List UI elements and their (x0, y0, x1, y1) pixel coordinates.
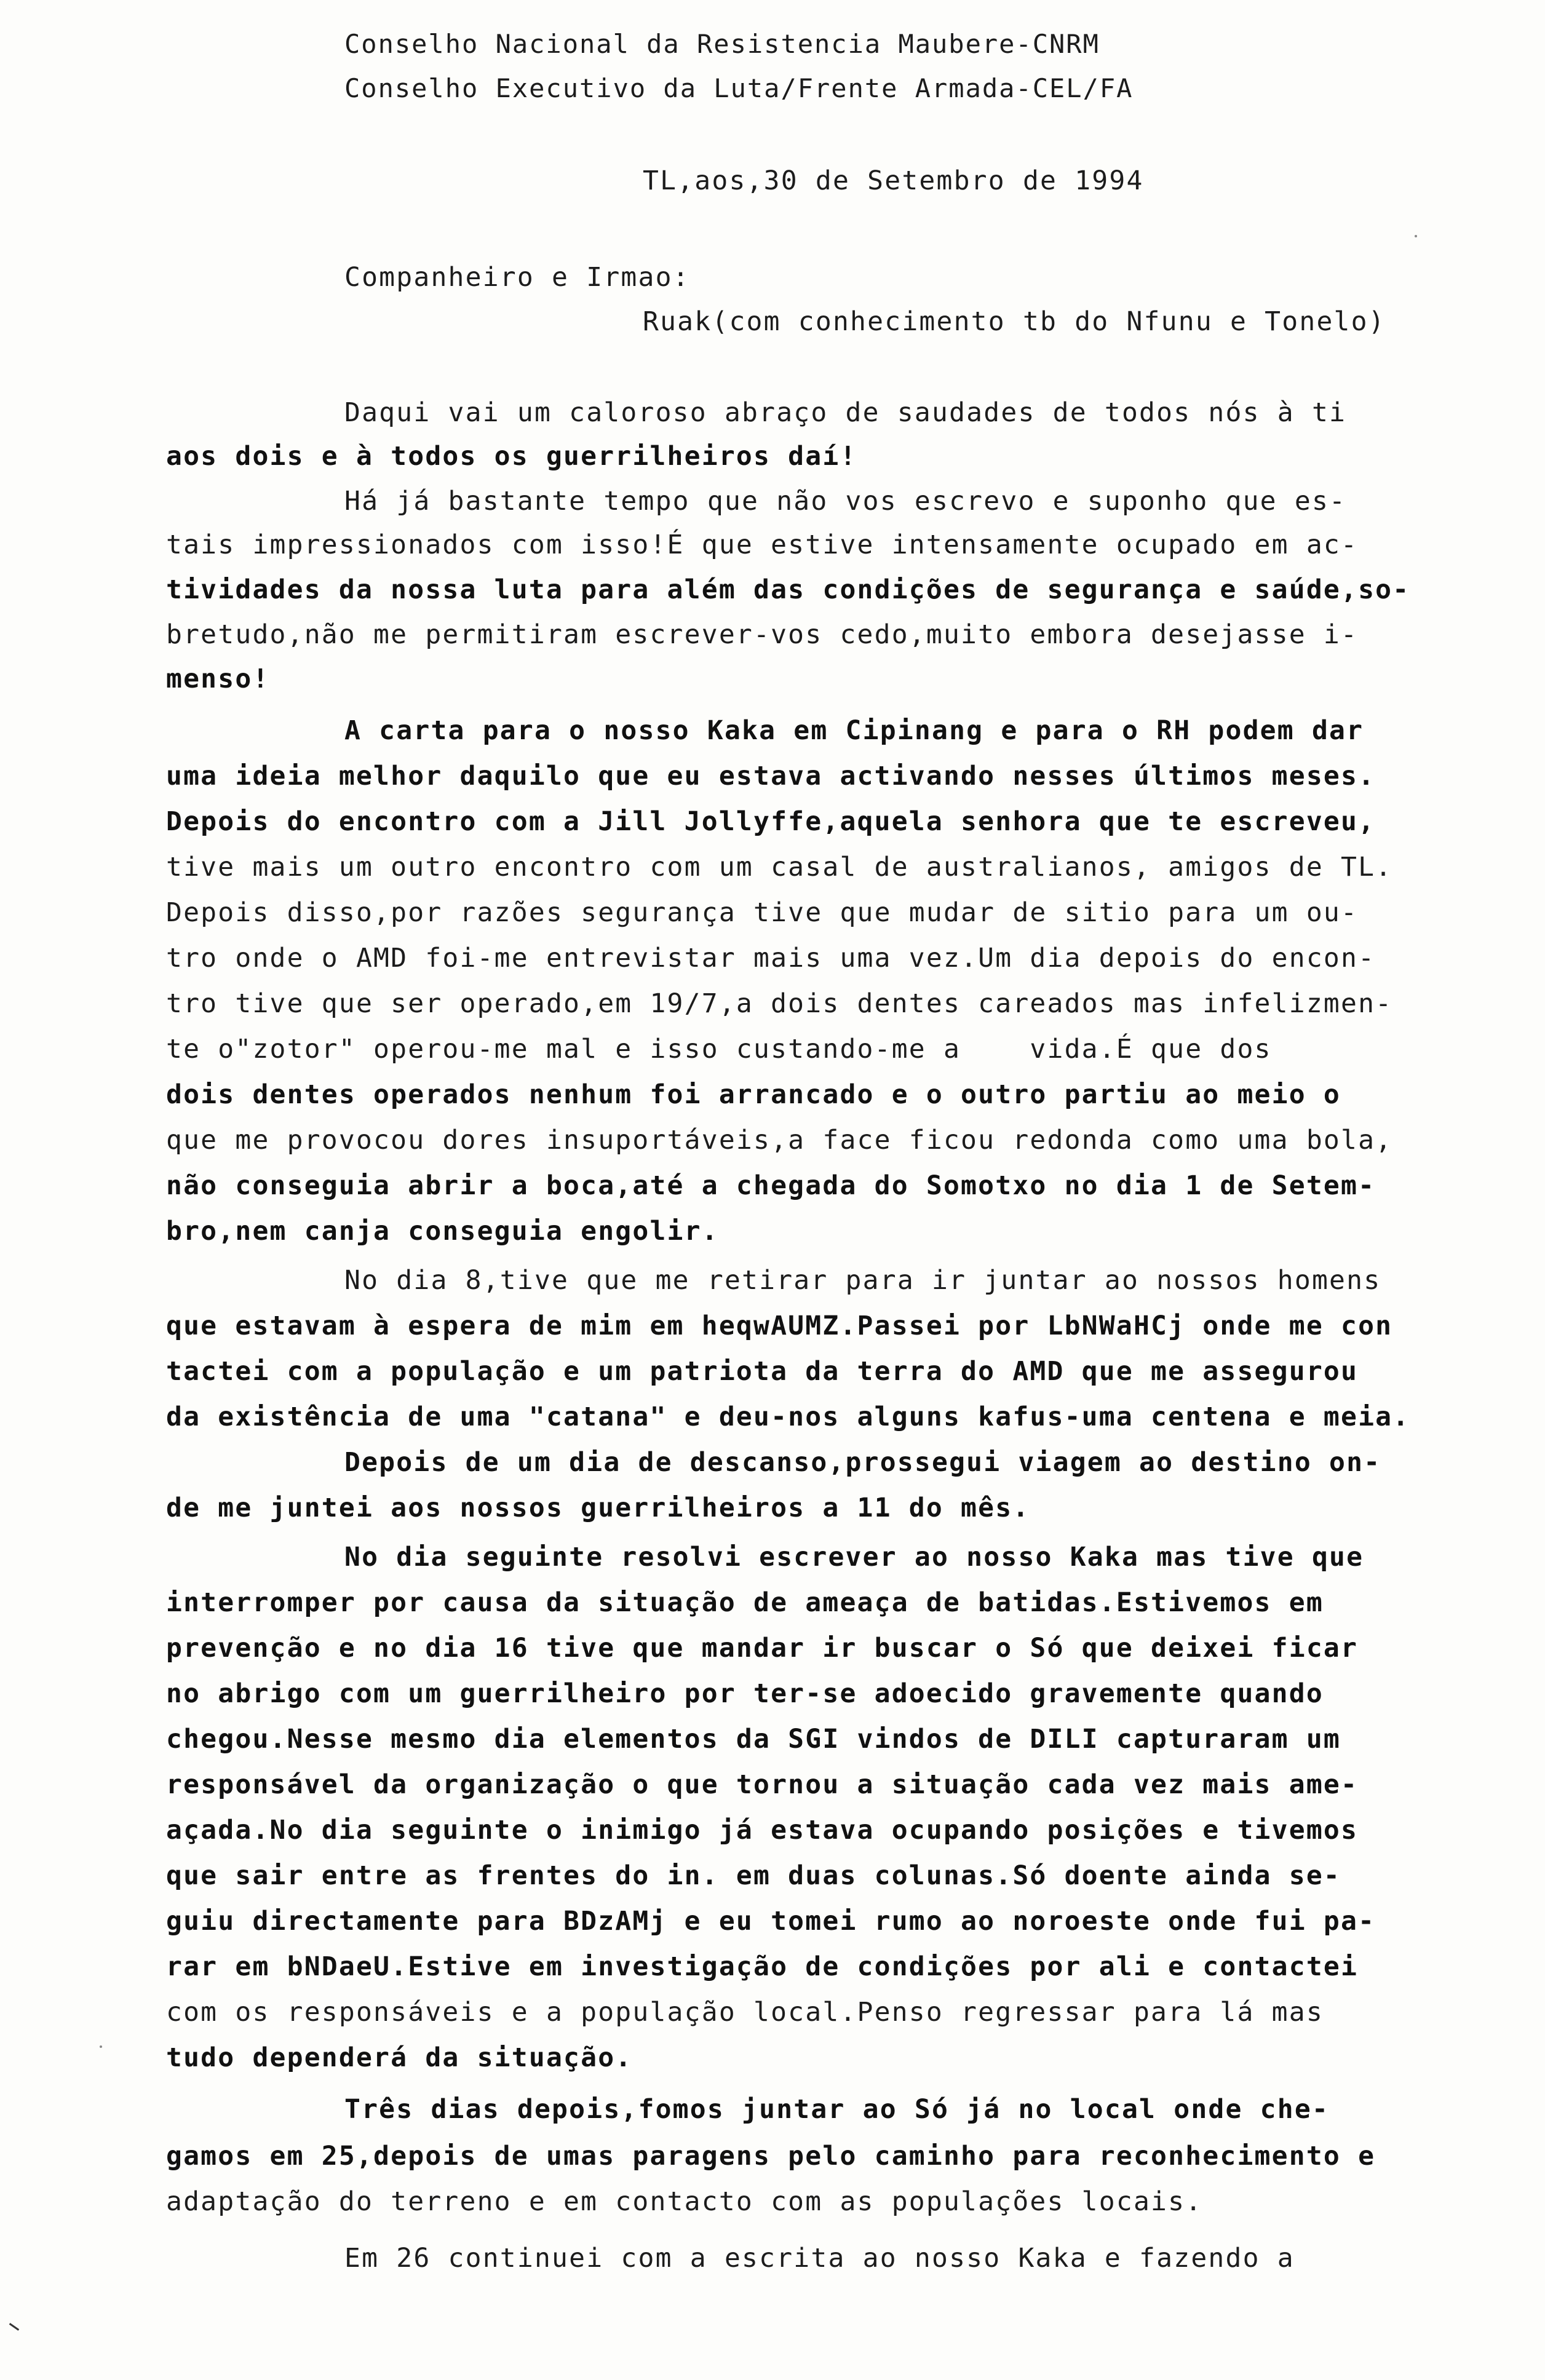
paper-speck (100, 2045, 102, 2048)
body-line: bretudo,não me permitiram escrever-vos cedo,muito embora desejasse i- (166, 619, 1359, 650)
body-line: Daqui vai um caloroso abraço de saudades de todos nós à ti (344, 397, 1347, 428)
paper-speck (1415, 235, 1417, 237)
body-line: não conseguia abrir a boca,até a chegada do Somotxo no dia 1 de Setem- (166, 1170, 1376, 1201)
body-line: menso! (166, 664, 270, 694)
body-line: tudo dependerá da situação. (166, 2042, 633, 2073)
body-line: de me juntei aos nossos guerrilheiros a 11 do mês. (166, 1493, 1030, 1523)
dateline: TL,aos,30 de Setembro de 1994 (643, 165, 1144, 196)
body-line: responsável da organização o que tornou a situação cada vez mais ame- (166, 1769, 1359, 1800)
body-line: que me provocou dores insuportáveis,a face ficou redonda como uma bola, (166, 1125, 1393, 1156)
body-line: Depois disso,por razões segurança tive que mudar de sitio para um ou- (166, 897, 1359, 928)
body-line: adaptação do terreno e em contacto com as populações locais. (166, 2186, 1203, 2217)
body-line: Depois do encontro com a Jill Jollyffe,aquela senhora que te escreveu, (166, 806, 1376, 837)
body-line: açada.No dia seguinte o inimigo já estava ocupando posições e tivemos (166, 1815, 1359, 1846)
body-line: da existência de uma "catana" e deu-nos alguns kafus-uma centena e meia. (166, 1402, 1410, 1432)
addressee: Ruak(com conhecimento tb do Nfunu e Tonelo) (643, 306, 1386, 337)
body-line: chegou.Nesse mesmo dia elementos da SGI vindos de DILI capturaram um (166, 1724, 1341, 1755)
body-line: No dia seguinte resolvi escrever ao nosso Kaka mas tive que (344, 1542, 1364, 1573)
body-line: tive mais um outro encontro com um casal de australianos, amigos de TL. (166, 852, 1393, 883)
body-line: que sair entre as frentes do in. em duas colunas.Só doente ainda se- (166, 1860, 1341, 1891)
body-line: Em 26 continuei com a escrita ao nosso Kaka e fazendo a (344, 2243, 1295, 2274)
body-line: Há já bastante tempo que não vos escrevo e suponho que es- (344, 486, 1347, 517)
header-line-2: Conselho Executivo da Luta/Frente Armada-CEL/FA (344, 73, 1134, 103)
body-line: dois dentes operados nenhum foi arrancado e o outro partiu ao meio o (166, 1079, 1341, 1110)
body-line: tactei com a população e um patriota da terra do AMD que me assegurou (166, 1356, 1359, 1387)
header-line-1: Conselho Nacional da Resistencia Maubere-CNRM (344, 29, 1100, 59)
body-line: tro onde o AMD foi-me entrevistar mais uma vez.Um dia depois do encon- (166, 943, 1376, 974)
body-line: prevenção e no dia 16 tive que mandar ir buscar o Só que deixei ficar (166, 1633, 1359, 1664)
body-line: no abrigo com um guerrilheiro por ter-se adoecido gravemente quando (166, 1678, 1324, 1709)
body-line: gamos em 25,depois de umas paragens pelo caminho para reconhecimento e (166, 2141, 1376, 2172)
body-line: te o"zotor" operou-me mal e isso custando-me a vida.É que dos (166, 1034, 1272, 1065)
body-line: No dia 8,tive que me retirar para ir juntar ao nossos homens (344, 1265, 1381, 1296)
body-line: tais impressionados com isso!É que estive intensamente ocupado em ac- (166, 530, 1359, 560)
body-line: interromper por causa da situação de ameaça de batidas.Estivemos em (166, 1587, 1324, 1618)
margin-mark (9, 2323, 19, 2331)
body-line: que estavam à espera de mim em heqwAUMZ.Passei por LbNWaHCj onde me con (166, 1311, 1393, 1341)
body-line: aos dois e à todos os guerrilheiros daí! (166, 441, 857, 472)
body-line: tividades da nossa luta para além das condições de segurança e saúde,so- (166, 574, 1410, 605)
body-line: Depois de um dia de descanso,prossegui viagem ao destino on- (344, 1447, 1381, 1478)
body-line: Três dias depois,fomos juntar ao Só já no local onde che- (344, 2094, 1330, 2125)
body-line: tro tive que ser operado,em 19/7,a dois dentes careados mas infelizmen- (166, 988, 1393, 1019)
body-line: com os responsáveis e a população local.Penso regressar para lá mas (166, 1997, 1324, 2028)
body-line: uma ideia melhor daquilo que eu estava activando nesses últimos meses. (166, 761, 1376, 791)
body-line: A carta para o nosso Kaka em Cipinang e para o RH podem dar (344, 715, 1364, 746)
body-line: guiu directamente para BDzAMj e eu tomei rumo ao noroeste onde fui pa- (166, 1906, 1376, 1937)
salutation: Companheiro e Irmao: (344, 262, 690, 293)
body-line: bro,nem canja conseguia engolir. (166, 1216, 719, 1247)
body-line: rar em bNDaeU.Estive em investigação de condições por ali e contactei (166, 1951, 1359, 1982)
